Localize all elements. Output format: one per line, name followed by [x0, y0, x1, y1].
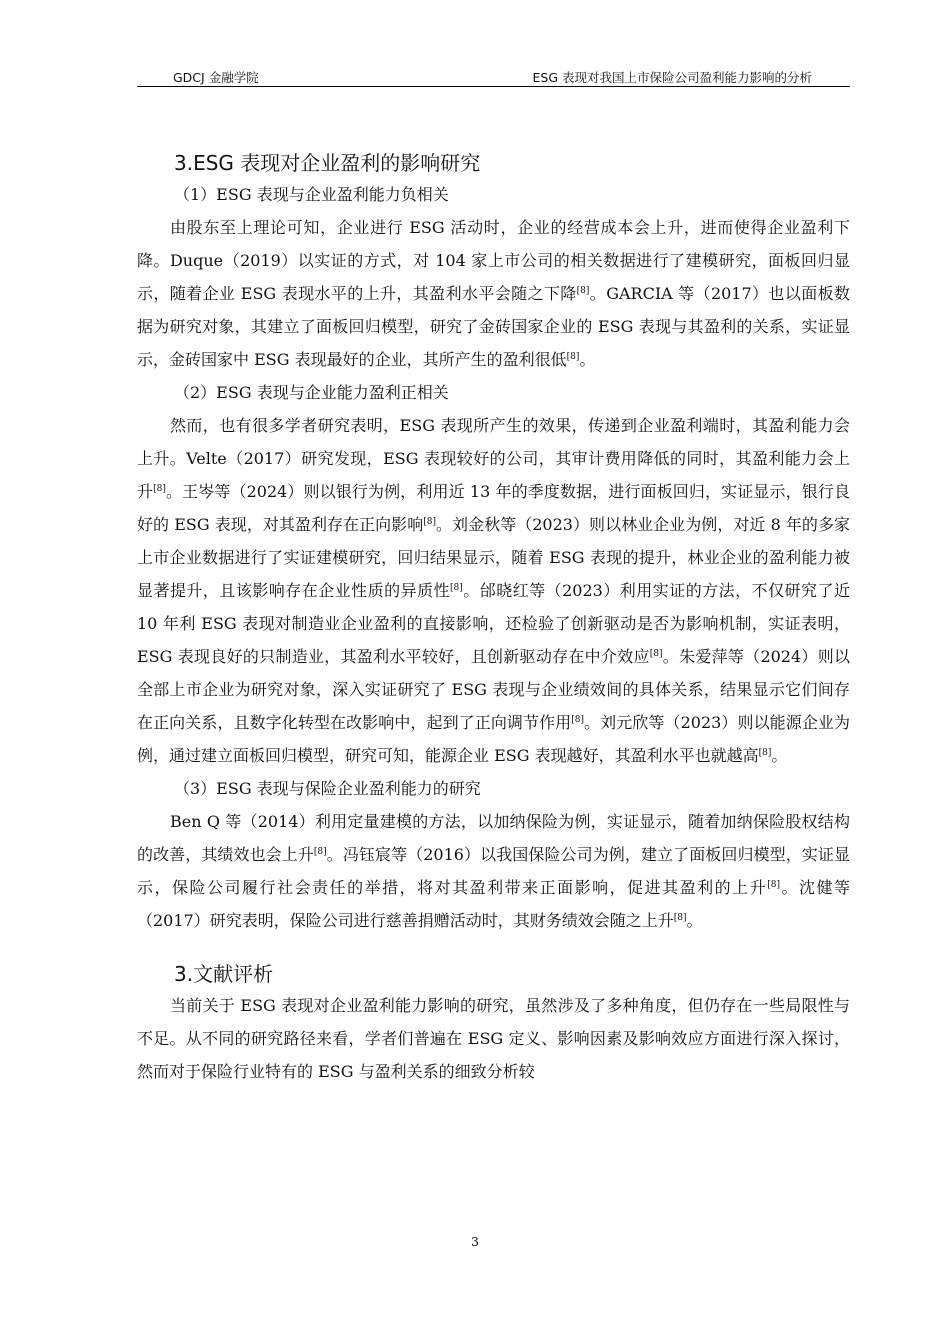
header-left-text: GDCJ 金融学院 [173, 70, 259, 85]
citation: [8] [313, 847, 327, 857]
subheading: （3）ESG 表现与保险企业盈利能力的研究 [174, 779, 481, 798]
subheading: （1）ESG 表现与企业盈利能力负相关 [174, 185, 449, 204]
paragraph: 由股东至上理论可知，企业进行 ESG 活动时，企业的经营成本会上升，进而使得企业盈利下降。Duque（2019）以实证的方式，对 104 家上市公司的相关数据进行了建模研究，面板回归显示，随着企业 ESG 表现水平的上升，其盈利水平会随之下降[8]。GARCIA 等（2017）也以面板数据为研究对象，其建立了面板回归模型，研究了金砖国家企业的 ESG 表现与其盈利的关系，实证显示，金砖国家中 ESG 表现最好的企业，其所产生的盈利很低[8]。 [137, 218, 850, 369]
header-right-text: ESG 表现对我国上市保险公司盈利能力影响的分析 [532, 70, 812, 85]
citation: [8] [673, 913, 687, 923]
citation: [8] [450, 583, 463, 593]
citation: [8] [423, 517, 436, 527]
page-content [137, 148, 850, 1088]
citation: [8] [153, 484, 166, 494]
page-number: 3 [471, 1234, 479, 1249]
citation: [8] [571, 715, 585, 725]
citation: [8] [758, 748, 772, 758]
citation: [8] [566, 352, 580, 362]
section-heading: 3.ESG 表现对企业盈利的影响研究 [174, 151, 481, 175]
citation: [8] [767, 880, 780, 890]
paragraph: 然而，也有很多学者研究表明，ESG 表现所产生的效果，传递到企业盈利端时，其盈利能力会上升。Velte（2017）研究发现，ESG 表现较好的公司，其审计费用降低的同时，其盈利能力会上升[8]。王岑等（2024）则以银行为例，利用近 13 年的季度数据，进行面板回归，实证显示，银行良好的 ESG 表现，对其盈利存在正向影响[8]。刘金秋等（2023）则以林业企业为例，对近 8 年的多家上市企业数据进行了实证建模研究，回归结果显示，随着 ESG 表现的提升，林业企业的盈利能力被显著提升，且该影响存在企业性质的异质性[8]。邰晓红等（2023）利用实证的方法，不仅研究了近 10 年利 ESG 表现对制造业企业盈利的直接影响，还检验了创新驱动是否为影响机制，实证表明，ESG 表现良好的只制造业，其盈利水平较好，且创新驱动存在中介效应[8]。朱爱萍等（2024）则以全部上市企业为研究对象，深入实证研究了 ESG 表现与企业绩效间的具体关系，结果显示它们间存在正向关系，且数字化转型在改影响中，起到了正向调节作用[8]。刘元欣等（2023）则以能源企业为例，通过建立面板回归模型，研究可知，能源企业 ESG 表现越好，其盈利水平也就越高[8]。 [137, 416, 850, 765]
citation: [8] [576, 286, 590, 296]
subheading: （2）ESG 表现与企业能力盈利正相关 [174, 383, 449, 402]
page-header [137, 66, 850, 87]
section-heading: 3.文献评析 [174, 962, 274, 986]
citation: [8] [649, 649, 663, 659]
paragraph: 当前关于 ESG 表现对企业盈利能力影响的研究，虽然涉及了多种角度，但仍存在一些局限性与不足。从不同的研究路径来看，学者们普遍在 ESG 定义、影响因素及影响效应方面进行深入探讨，然而对于保险行业特有的 ESG 与盈利关系的细致分析较 [137, 996, 850, 1081]
paragraph: Ben Q 等（2014）利用定量建模的方法，以加纳保险为例，实证显示，随着加纳保险股权结构的改善，其绩效也会上升[8]。冯钰宸等（2016）以我国保险公司为例，建立了面板回归模型，实证显示，保险公司履行社会责任的举措，将对其盈利带来正面影响，促进其盈利的上升[8]。沈健等（2017）研究表明，保险公司进行慈善捐赠活动时，其财务绩效会随之上升[8]。 [137, 812, 850, 930]
